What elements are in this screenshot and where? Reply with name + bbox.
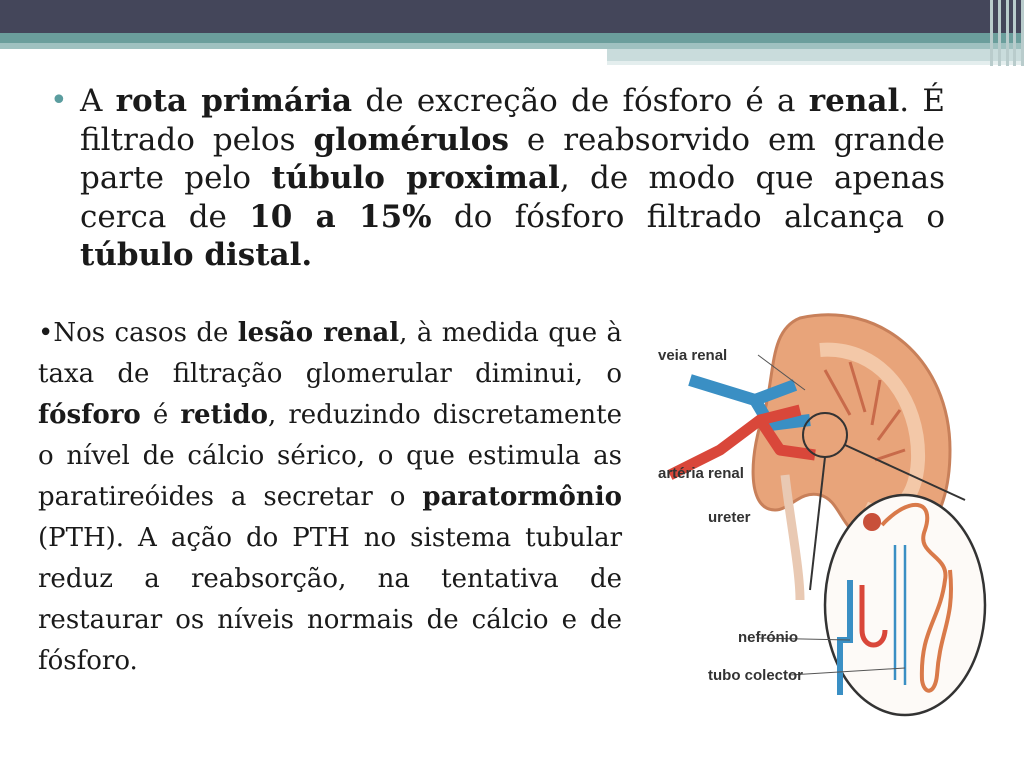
bold-phrase: glomérulos	[313, 121, 509, 158]
label-ureter: ureter	[708, 509, 751, 526]
bold-phrase: renal	[808, 83, 900, 119]
bold-phrase: fósforo	[38, 400, 141, 430]
left-bullet-text	[38, 313, 622, 682]
bold-phrase: túbulo distal.	[80, 237, 313, 273]
text-run: . É filtrado pelos	[80, 83, 946, 158]
text-run: , de modo que apenas cerca de	[80, 160, 945, 235]
label-veia-renal: veia renal	[658, 347, 728, 364]
text-run: , à medida que à taxa de filtração glomerular diminui, o	[38, 318, 623, 389]
bullet-icon: •	[50, 83, 68, 118]
top-bullet-text	[80, 82, 945, 275]
text-run: (PTH). A ação do PTH no sistema tubular reduz a reabsorção, na tentativa de restaurar os níveis normais de cálcio e de fósforo.	[38, 523, 622, 676]
label-tubo-colector: tubo colector	[708, 667, 804, 684]
text-run: de excreção de fósforo é a	[352, 83, 809, 119]
label-arteria-renal: artéria renal	[658, 465, 744, 482]
text-run: A	[80, 83, 116, 119]
text-run: e reabsorvido em grande parte pelo	[80, 121, 946, 196]
header-band-dark	[0, 0, 1024, 33]
bold-phrase: rota primária	[115, 83, 353, 119]
header-band-right	[607, 49, 1024, 61]
bold-phrase: lesão renal	[237, 318, 400, 348]
text-run: do fósforo filtrado alcança o	[431, 198, 945, 235]
header-band-teal	[0, 33, 1024, 43]
text-run: é	[140, 400, 181, 430]
bold-phrase: retido	[180, 400, 268, 430]
text-run: •Nos casos de	[38, 318, 238, 348]
bold-phrase: túbulo proximal	[271, 160, 560, 196]
header-vertical-stripes	[990, 0, 1024, 66]
label-nefronio: nefrónio	[738, 629, 798, 646]
glomerulus	[863, 513, 881, 531]
bold-phrase: 10 a 15%	[249, 198, 432, 235]
kidney-nephron-illustration	[650, 300, 1010, 720]
bold-phrase: paratormônio	[422, 482, 622, 512]
text-run: , reduzindo discretamente o nível de cálcio sérico, o que estimula as paratireóides a secretar o	[38, 400, 622, 512]
top-bullet-point	[50, 82, 945, 275]
header-band-right-light	[607, 61, 1024, 65]
